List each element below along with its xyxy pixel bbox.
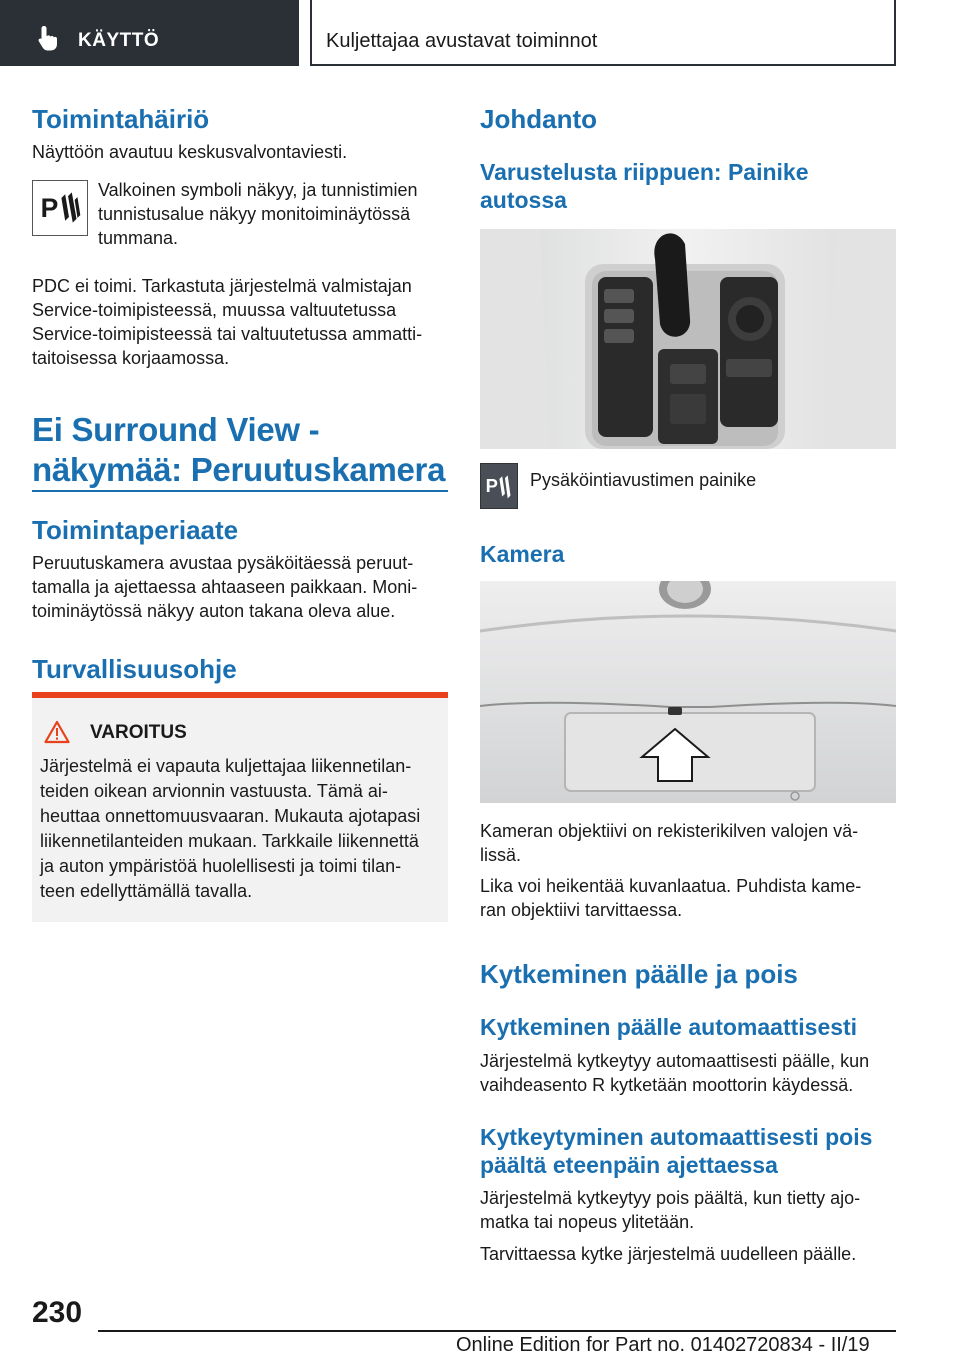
icon-note-line: tummana. (98, 228, 179, 248)
pdc-line: PDC ei toimi. Tarkastuta järjestelmä valmistajan (32, 276, 412, 296)
auto-off-heading (480, 1123, 872, 1179)
reenable-text: Tarvittaessa kytke järjestelmä uudelleen päälle. (480, 1244, 857, 1264)
malfunction-heading: Toimintahäiriö (32, 104, 210, 134)
rear-camera-illustration (480, 581, 896, 803)
section-title: Kuljettajaa avustavat toiminnot (326, 30, 598, 52)
pdc-paragraph (32, 274, 452, 370)
auto-on-heading: Kytkeminen päälle automaattisesti (480, 1014, 858, 1040)
parking-assist-button-icon (480, 463, 518, 509)
warning-line: teiden oikean arvionnin vastuusta. Tämä ai- (40, 781, 388, 801)
footer-divider (98, 1330, 896, 1332)
chapter-label: KÄYTTÖ (78, 30, 160, 51)
dirt-line: ran objektiivi tarvittaessa. (480, 900, 683, 920)
chapter-divider (32, 490, 448, 492)
pdc-line: Service-toimipisteessä, muussa valtuutetussa (32, 300, 397, 320)
center-console-photo (480, 229, 896, 449)
dirt-line: Lika voi heikentää kuvanlaatua. Puhdista kame- (480, 876, 862, 896)
chapter-tab (0, 0, 299, 66)
chapter-title-line: näkymää: Peruutuskamera (32, 451, 446, 488)
equipment-heading-line: Varustelusta riippuen: Painike (480, 159, 809, 185)
svg-text:P: P (485, 474, 498, 496)
page-number: 230 (32, 1296, 83, 1329)
parking-sensor-icon (481, 464, 516, 507)
warning-line: ja auton ympäristöä huolellisesti ja toimi tilan- (40, 856, 402, 876)
camera-line: lissä. (480, 845, 522, 865)
principle-line: Peruutuskamera avustaa pysäköitäessä peruut- (32, 553, 414, 573)
pointing-hand-icon (36, 24, 62, 52)
icon-note (98, 178, 448, 250)
warning-title: VAROITUS (90, 722, 187, 743)
warning-line: heuttaa onnettomuusvaaran. Mukauta ajotapasi (40, 806, 421, 826)
edition-text: Online Edition for Part no. 01402720834 - II/19 (456, 1334, 870, 1356)
pdc-line: Service-toimipisteessä tai valtuutetussa ammatti- (32, 324, 423, 344)
auto-off-line: matka tai nopeus ylitetään. (480, 1212, 695, 1232)
parking-sensor-icon (33, 181, 86, 234)
principle-line: tamalla ja ajettaessa ahtaaseen paikkaan. Moni- (32, 577, 418, 597)
auto-off-line: Järjestelmä kytkeytyy pois päältä, kun tietty ajo- (480, 1188, 861, 1208)
icon-note-line: tunnistusalue näkyy monitoiminäytössä (98, 204, 411, 224)
camera-paragraph (480, 819, 900, 867)
button-caption: Pysäköintiavustimen painike (530, 470, 757, 490)
malfunction-intro: Näyttöön avautuu keskusvalvontaviesti. (32, 142, 348, 162)
camera-heading: Kamera (480, 541, 565, 567)
warning-line: liikennetilanteiden mukaan. Tarkkaile liikennettä (40, 831, 419, 851)
principle-heading: Toimintaperiaate (32, 515, 239, 545)
safety-heading: Turvallisuusohje (32, 654, 237, 684)
rear-camera-photo (480, 581, 896, 803)
auto-on-line: Järjestelmä kytkeytyy automaattisesti päälle, kun (480, 1051, 870, 1071)
auto-off-heading-line: päältä eteenpäin ajettaessa (480, 1152, 778, 1178)
warning-text (40, 754, 440, 904)
auto-on-line: vaihdeasento R kytketään moottorin käydessä. (480, 1075, 854, 1095)
chapter-heading (32, 410, 445, 490)
icon-note-line: Valkoinen symboli näkyy, ja tunnistimien (98, 180, 418, 200)
chapter-title-line: Ei Surround View - (32, 411, 320, 448)
principle-paragraph (32, 551, 452, 623)
warning-line: teen edellyttämällä tavalla. (40, 881, 253, 901)
pdc-status-icon (32, 180, 88, 236)
principle-line: toiminäytössä näkyy auton takana oleva alue. (32, 601, 396, 621)
center-console-illustration (480, 229, 896, 449)
warning-box (32, 692, 448, 922)
camera-line: Kameran objektiivi on rekisterikilven valojen vä- (480, 821, 859, 841)
dirt-paragraph (480, 874, 900, 922)
section-header (310, 0, 896, 66)
warning-triangle-icon (44, 720, 70, 744)
equipment-heading (480, 158, 809, 214)
auto-off-heading-line: Kytkeytyminen automaattisesti pois (480, 1124, 873, 1150)
svg-text:P: P (40, 192, 59, 223)
auto-on-paragraph (480, 1049, 900, 1097)
onoff-heading: Kytkeminen päälle ja pois (480, 959, 798, 989)
equipment-heading-line: autossa (480, 187, 567, 213)
warning-line: Järjestelmä ei vapauta kuljettajaa liikennetilan- (40, 756, 412, 776)
auto-off-paragraph (480, 1186, 900, 1234)
intro-heading: Johdanto (480, 104, 597, 134)
pdc-line: taitoisessa korjaamossa. (32, 348, 230, 368)
